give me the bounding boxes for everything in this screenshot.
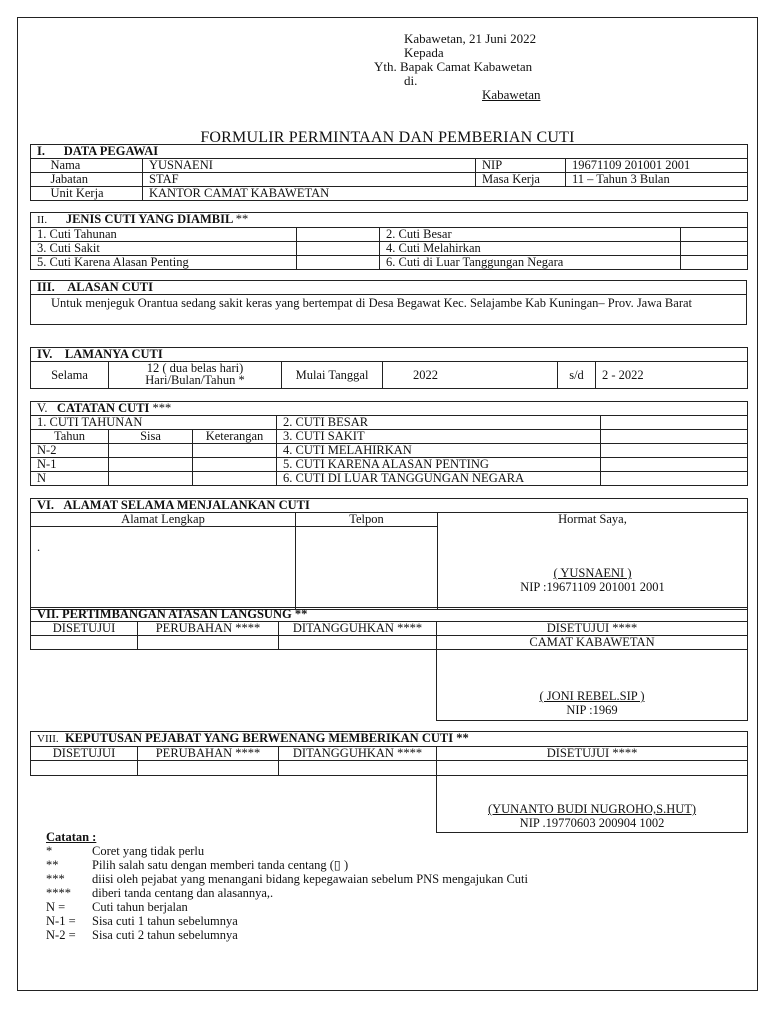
jenis-cuti-item: 4. Cuti Melahirkan	[380, 242, 681, 256]
col-ditangguhkan: DITANGGUHKAN ****	[279, 622, 437, 636]
cuti-tahunan-heading: 1. CUTI TAHUNAN	[31, 416, 277, 430]
note-item: N-1 = Sisa cuti 1 tahun sebelumnya	[46, 914, 238, 928]
kepada-line: Kepada	[404, 45, 444, 60]
signer-name: ( YUSNAENI )	[553, 566, 632, 580]
camat-nip: NIP :1969	[566, 703, 618, 717]
camat-signature	[437, 650, 748, 721]
masa-kerja-value: 11 – Tahun 3 Bulan	[566, 173, 748, 187]
catatan-item: 5. CUTI KARENA ALASAN PENTING	[277, 458, 601, 472]
nama-label: Nama	[45, 159, 143, 173]
section-alamat	[30, 498, 748, 610]
jenis-cuti-item: 5. Cuti Karena Alasan Penting	[31, 256, 297, 270]
section-4-heading: IV. LAMANYA CUTI	[31, 348, 748, 362]
jenis-cuti-item: 1. Cuti Tahunan	[31, 228, 297, 242]
col-tahun: Tahun	[31, 430, 109, 444]
yth-line: Yth. Bapak Camat Kabawetan	[374, 59, 533, 74]
section-3-heading: III. ALASAN CUTI	[31, 281, 747, 295]
note-item: ** Pilih salah satu dengan memberi tanda centang (▯ )	[46, 858, 349, 872]
section-1-heading: I. DATA PEGAWAI	[31, 145, 748, 159]
col-disetujui: DISETUJUI	[31, 747, 138, 761]
alamat-label: Alamat Lengkap	[31, 513, 296, 527]
catatan-item: 6. CUTI DI LUAR TANGGUNGAN NEGARA	[277, 472, 601, 486]
section-catatan-cuti	[30, 401, 748, 486]
catatan-value	[601, 472, 748, 486]
jenis-cuti-check[interactable]	[297, 228, 380, 242]
pejabat-signature	[437, 776, 748, 833]
telpon-label: Telpon	[296, 513, 438, 527]
catatan-value	[601, 416, 748, 430]
tahun-row: N-1	[31, 458, 109, 472]
section-data-pegawai	[30, 144, 748, 201]
catatan-item: 2. CUTI BESAR	[277, 416, 601, 430]
hormat-saya: Hormat Saya,	[558, 512, 627, 526]
col-perubahan: PERUBAHAN ****	[138, 747, 279, 761]
jenis-cuti-item: 3. Cuti Sakit	[31, 242, 297, 256]
check-ditangguhkan[interactable]	[279, 636, 437, 650]
check-perubahan[interactable]	[138, 636, 279, 650]
camat-name: ( JONI REBEL.SIP )	[539, 689, 645, 703]
section-alasan-cuti	[30, 280, 747, 325]
tahun-row: N-2	[31, 444, 109, 458]
note-item: * Coret yang tidak perlu	[46, 844, 205, 858]
sd-label: s/d	[558, 362, 596, 389]
check-disetujui[interactable]	[31, 761, 138, 776]
pejabat-name: (YUNANTO BUDI NUGROHO,S.HUT)	[487, 802, 697, 816]
jenis-cuti-check[interactable]	[681, 256, 748, 270]
jabatan-label: Jabatan	[45, 173, 143, 187]
note-item: N = Cuti tahun berjalan	[46, 900, 188, 914]
col-disetujui: DISETUJUI	[31, 622, 138, 636]
check-perubahan[interactable]	[138, 761, 279, 776]
tahun-row: N	[31, 472, 109, 486]
telpon-value	[296, 527, 438, 610]
catatan-item: 4. CUTI MELAHIRKAN	[277, 444, 601, 458]
camat-label: CAMAT KABAWETAN	[437, 636, 748, 650]
col-keterangan: Keterangan	[193, 430, 277, 444]
note-item: N-2 = Sisa cuti 2 tahun sebelumnya	[46, 928, 238, 942]
section-keputusan	[30, 731, 748, 833]
place-line: Kabawetan	[482, 87, 541, 102]
durasi-unit: Hari/Bulan/Tahun *	[145, 373, 245, 387]
unit-kerja-value: KANTOR CAMAT KABAWETAN	[143, 187, 748, 201]
mulai-value: 2022	[383, 362, 558, 389]
section-7-heading: VII. PERTIMBANGAN ATASAN LANGSUNG **	[31, 608, 748, 622]
durasi-cell	[109, 362, 282, 389]
col-disetujui-right: DISETUJUI ****	[437, 747, 748, 761]
nip-label: NIP	[476, 159, 566, 173]
section-6-heading: VI. ALAMAT SELAMA MENJALANKAN CUTI	[31, 499, 748, 513]
sampai-value: 2 - 2022	[596, 362, 748, 389]
jabatan-value: STAF	[143, 173, 476, 187]
catatan-notes	[46, 830, 528, 942]
section-lamanya-cuti	[30, 347, 748, 389]
section-8-heading: VIII. KEPUTUSAN PEJABAT YANG BERWENANG MEMBERIKAN CUTI **	[31, 732, 748, 747]
col-sisa: Sisa	[109, 430, 193, 444]
section-2-heading: II. JENIS CUTI YANG DIAMBIL **	[31, 213, 748, 228]
check-ditangguhkan[interactable]	[279, 761, 437, 776]
signature-block	[438, 513, 748, 610]
unit-kerja-label: Unit Kerja	[45, 187, 143, 201]
section-pertimbangan	[30, 607, 748, 721]
col-ditangguhkan: DITANGGUHKAN ****	[279, 747, 437, 761]
col-disetujui-right: DISETUJUI ****	[437, 622, 748, 636]
pejabat-nip: NIP .19770603 200904 1002	[519, 816, 665, 830]
jenis-cuti-check[interactable]	[297, 242, 380, 256]
catatan-value	[601, 444, 748, 458]
alasan-text: Untuk menjeguk Orantua sedang sakit keras yang bertempat di Desa Begawat Kec. Selajambe Kab Kuningan– Prov. Jawa Barat	[31, 295, 747, 325]
jenis-cuti-check[interactable]	[681, 242, 748, 256]
catatan-item: 3. CUTI SAKIT	[277, 430, 601, 444]
section-jenis-cuti	[30, 212, 748, 270]
nip-value: 19671109 201001 2001	[566, 159, 748, 173]
catatan-value	[601, 458, 748, 472]
masa-kerja-label: Masa Kerja	[476, 173, 566, 187]
jenis-cuti-check[interactable]	[681, 228, 748, 242]
check-disetujui[interactable]	[31, 636, 138, 650]
selama-label: Selama	[31, 362, 109, 389]
section-5-heading: V. CATATAN CUTI ***	[31, 402, 748, 416]
jenis-cuti-item: 6. Cuti di Luar Tanggungan Negara	[380, 256, 681, 270]
date-line: Kabawetan, 21 Juni 2022	[404, 31, 537, 46]
empty-cell	[437, 761, 748, 776]
col-perubahan: PERUBAHAN ****	[138, 622, 279, 636]
nama-value: YUSNAENI	[143, 159, 476, 173]
page-title: FORMULIR PERMINTAAN DAN PEMBERIAN CUTI	[200, 129, 575, 146]
mulai-label: Mulai Tanggal	[282, 362, 383, 389]
notes-title: Catatan :	[46, 830, 97, 844]
jenis-cuti-item: 2. Cuti Besar	[380, 228, 681, 242]
note-item: **** diberi tanda centang dan alasannya,.	[46, 886, 274, 900]
jenis-cuti-check[interactable]	[297, 256, 380, 270]
form-page	[17, 17, 758, 991]
catatan-value	[601, 430, 748, 444]
alamat-value: .	[31, 527, 296, 610]
signer-nip: NIP :19671109 201001 2001	[520, 580, 665, 594]
durasi-value: 12 ( dua belas hari)	[146, 361, 244, 375]
note-item: *** diisi oleh pejabat yang menangani bidang kepegawaian sebelum PNS mengajukan Cuti	[46, 872, 529, 886]
di-line: di.	[404, 73, 418, 88]
